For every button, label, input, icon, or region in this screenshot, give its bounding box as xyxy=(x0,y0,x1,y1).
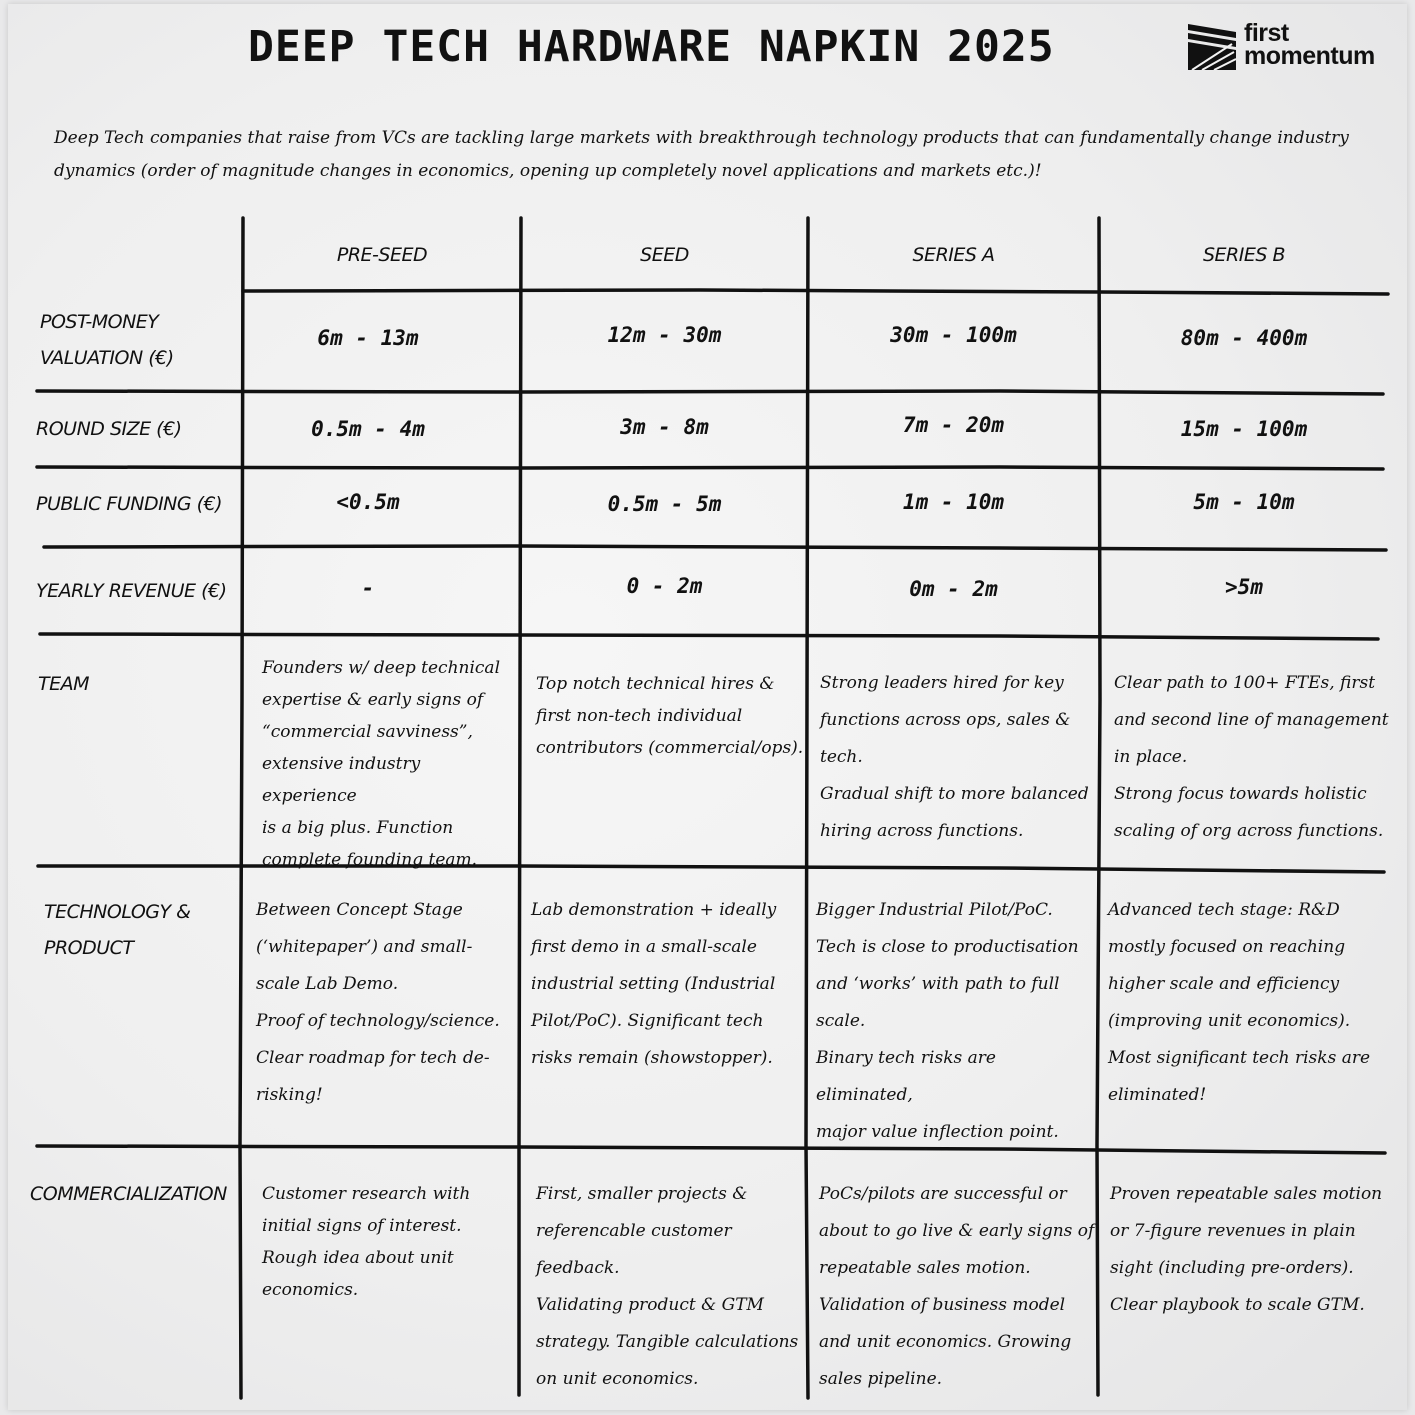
logo-line-momentum: momentum xyxy=(1244,42,1375,70)
row-header-team: TEAM xyxy=(38,673,90,695)
revenue-series-a: 0m - 2m xyxy=(909,577,998,601)
column-header-series-a: SERIES A xyxy=(912,244,995,266)
team-pre-seed: Founders w/ deep technical expertise & early signs of “commercial savviness”, extensive industry experience is a big plus. Function complete founding team. xyxy=(262,658,501,870)
technology-seed: Lab demonstration + ideally first demo in a small-scale industrial setting (Industrial Pilot/PoC). Significant tech risks remain (showstopper). xyxy=(531,900,777,1068)
page-title: DEEP TECH HARDWARE NAPKIN 2025 xyxy=(248,22,1055,72)
row-header-public-funding: PUBLIC FUNDING (€) xyxy=(36,493,223,515)
row-header-round-size: ROUND SIZE (€) xyxy=(36,418,182,440)
team-seed: Top notch technical hires & first non-tech individual contributors (commercial/ops). xyxy=(536,674,804,758)
valuation-pre-seed: 6m - 13m xyxy=(317,326,419,350)
revenue-seed: 0 - 2m xyxy=(626,574,703,598)
commercialization-series-b: Proven repeatable sales motion or 7-figure revenues in plain sight (including pre-orders). Clear playbook to scale GTM. xyxy=(1110,1184,1383,1315)
valuation-seed: 12m - 30m xyxy=(607,323,722,347)
valuation-series-b: 80m - 400m xyxy=(1180,326,1308,350)
first-momentum-logo xyxy=(1188,19,1398,74)
logo-mark-icon xyxy=(1188,24,1236,70)
column-header-pre-seed: PRE-SEED xyxy=(336,244,428,266)
commercialization-pre-seed: Customer research with initial signs of interest. Rough idea about unit economics. xyxy=(262,1184,471,1300)
logo-text xyxy=(1244,19,1375,70)
column-header-seed: SEED xyxy=(640,244,689,266)
team-series-b: Clear path to 100+ FTEs, first and second line of management in place. Strong focus towards holistic scaling of org across functions. xyxy=(1114,673,1389,841)
valuation-series-a: 30m - 100m xyxy=(890,323,1017,347)
row-header-yearly-revenue: YEARLY REVENUE (€) xyxy=(36,580,227,602)
public-funding-pre-seed: <0.5m xyxy=(336,490,400,514)
revenue-series-b: >5m xyxy=(1225,575,1263,599)
revenue-pre-seed: - xyxy=(361,576,375,600)
row-header-commercialization: COMMERCIALIZATION xyxy=(30,1183,227,1205)
technology-pre-seed: Between Concept Stage (‘whitepaper’) and small- scale Lab Demo. Proof of technology/science. Clear roadmap for tech de- risking! xyxy=(256,900,500,1105)
technology-series-a: Bigger Industrial Pilot/PoC. Tech is close to productisation and ‘works’ with path to full scale. Binary tech risks are eliminated, major value inflection point. xyxy=(816,900,1079,1142)
public-funding-seed: 0.5m - 5m xyxy=(607,492,722,516)
commercialization-series-a: PoCs/pilots are successful or about to go live & early signs of repeatable sales motion. Validation of business model and unit economics. Growing sales pipeline. xyxy=(819,1184,1095,1389)
technology-series-b: Advanced tech stage: R&D mostly focused on reaching higher scale and efficiency (improving unit economics). Most significant tech risks are eliminated! xyxy=(1108,900,1371,1105)
round-size-series-a: 7m - 20m xyxy=(902,413,1005,437)
team-series-a: Strong leaders hired for key functions across ops, sales & tech. Gradual shift to more balanced hiring across functions. xyxy=(820,673,1089,841)
public-funding-series-b: 5m - 10m xyxy=(1193,490,1295,514)
logo-line-first: first xyxy=(1244,19,1289,47)
row-header-technology: TECHNOLOGY & PRODUCT xyxy=(44,901,191,959)
round-size-seed: 3m - 8m xyxy=(620,415,709,439)
column-header-series-b: SERIES B xyxy=(1202,244,1285,266)
commercialization-seed: First, smaller projects & referencable customer feedback. Validating product & GTM strategy. Tangible calculations on unit economics. xyxy=(536,1184,799,1389)
round-size-pre-seed: 0.5m - 4m xyxy=(311,417,425,441)
round-size-series-b: 15m - 100m xyxy=(1180,417,1308,441)
public-funding-series-a: 1m - 10m xyxy=(902,490,1005,514)
row-header-valuation: POST-MONEY VALUATION (€) xyxy=(40,311,174,369)
intro-text: Deep Tech companies that raise from VCs are tackling large markets with breakthrough technology products that can fundamentally change industry dynamics (order of magnitude changes in economics, opening up completely novel applications and markets etc.)! xyxy=(54,128,1349,181)
